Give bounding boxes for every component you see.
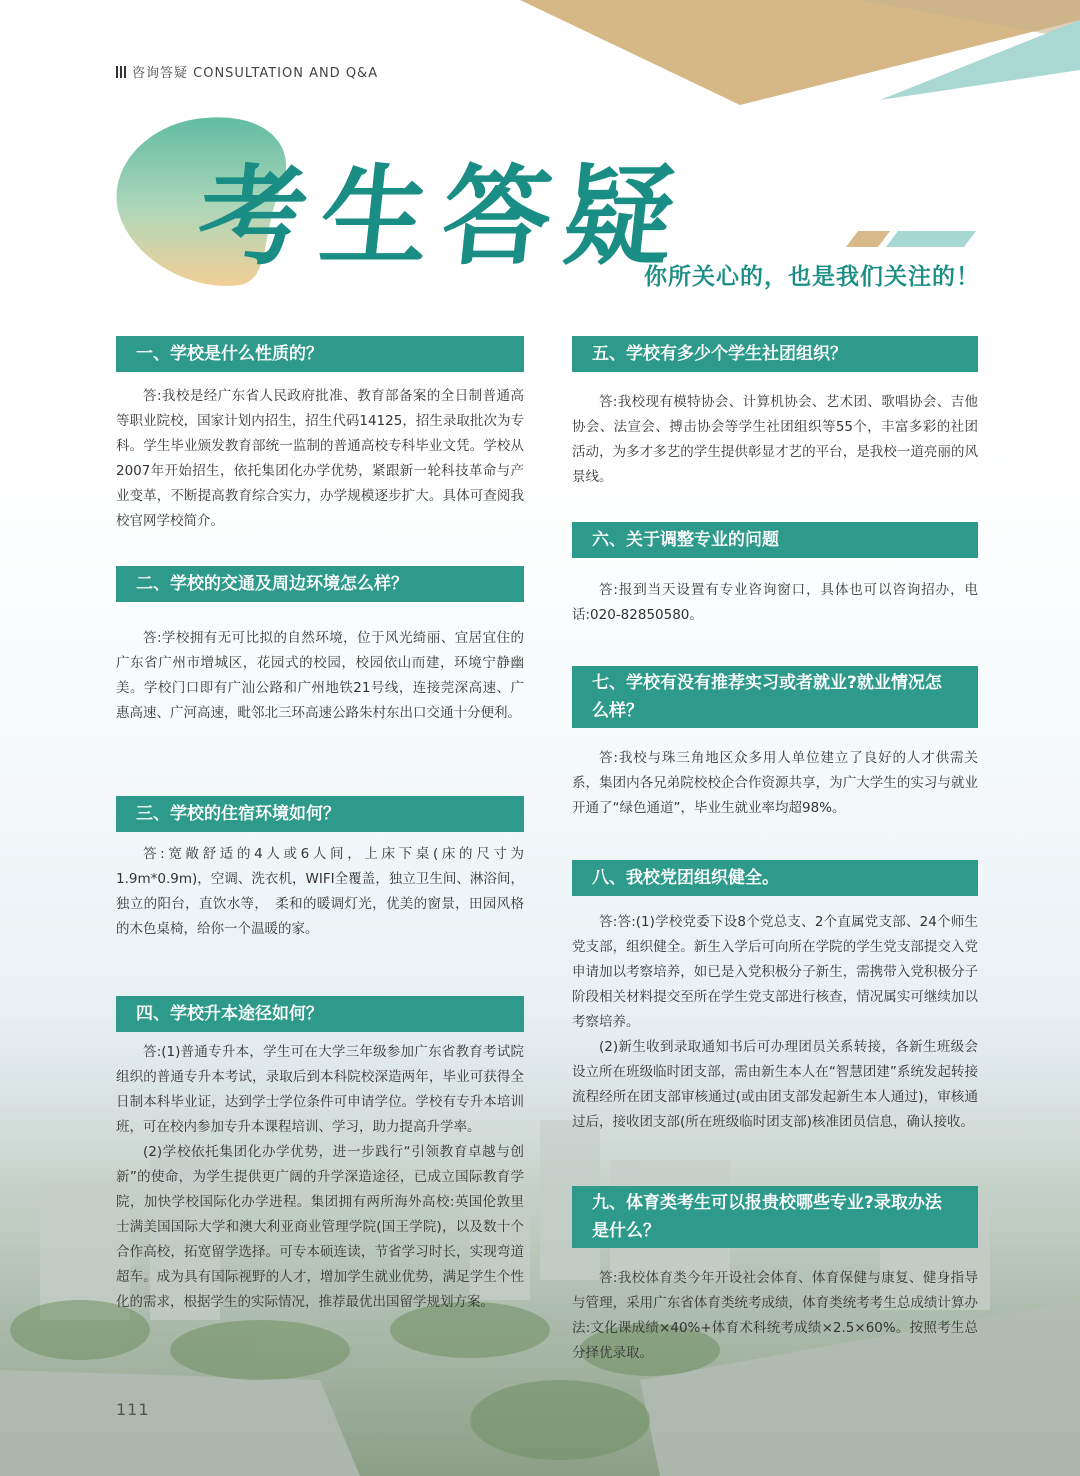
question-5-heading: 五、学校有多少个学生社团组织？ (572, 336, 978, 372)
bars-icon (116, 66, 126, 78)
question-2-heading: 二、学校的交通及周边环境怎么样？ (116, 566, 524, 602)
page-subtitle: 你所关心的，也是我们关注的！ (644, 264, 980, 290)
answer-paragraph: 答:报到当天设置有专业咨询窗口，具体也可以咨询招办，电话:020-82850580。 (572, 582, 978, 623)
page-title: 考生答疑 (192, 154, 694, 280)
answer-2 (116, 626, 524, 726)
answer-4 (116, 1040, 524, 1315)
answer-paragraph: 答:我校体育类今年开设社会体育、体育保健与康复、健身指导与管理，采用广东省体育类统考成绩，体育类统考考生总成绩计算办法:文化课成绩×40%+体育术科统考成绩×2.5×60%。按照考生总分择优录取。 (572, 1270, 978, 1361)
answer-5 (572, 390, 978, 490)
answer-paragraph: 答:我校与珠三角地区众多用人单位建立了良好的人才供需关系，集团内各兄弟院校校企合作资源共享，为广大学生的实习与就业开通了“绿色通道”，毕业生就业率均超98%。 (572, 750, 978, 816)
answer-paragraph: 答:宽敞舒适的4人或6人间，上床下桌(床的尺寸为1.9m*0.9m)，空调、洗衣机，WIFI全覆盖，独立卫生间、淋浴间，独立的阳台，直饮水等， 柔和的暖调灯光，优美的窗景，田园风格的木色桌椅，给你一个温暖的家。 (116, 846, 524, 937)
answer-1 (116, 384, 524, 534)
page-number: 111 (116, 1400, 150, 1419)
answer-paragraph: 答:学校拥有无可比拟的自然环境，位于风光绮丽、宜居宜住的广东省广州市增城区，花园式的校园，校园依山而建，环境宁静幽美。学校门口即有广汕公路和广州地铁21号线，连接莞深高速、广惠高速、广河高速，毗邻北三环高速公路朱村东出口交通十分便利。 (116, 630, 524, 721)
answer-6 (572, 578, 978, 628)
question-9-heading: 九、体育类考生可以报贵校哪些专业?录取办法是什么？ (572, 1186, 978, 1248)
answer-paragraph: (2)学校依托集团化办学优势，进一步践行“引领教育卓越与创新”的使命，为学生提供更广阔的升学深造途径，已成立国际教育学院，加快学校国际化办学进程。集团拥有两所海外高校:英国伦敦里士满美国国际大学和澳大利亚商业管理学院(国王学院)，以及数十个合作高校，拓宽留学选择。可专本硕连读，节省学习时长，实现弯道超车。成为具有国际视野的人才，增加学生就业优势，满足学生个性化的需求，根据学生的实际情况，推荐最优出国留学规划方案。 (116, 1144, 524, 1310)
question-8-heading: 八、我校党团组织健全。 (572, 860, 978, 896)
answer-9 (572, 1266, 978, 1366)
answer-3 (116, 842, 524, 942)
answer-paragraph: 答:我校是经广东省人民政府批准、教育部备案的全日制普通高等职业院校，国家计划内招生，招生代码14125，招生录取批次为专科。学生毕业颁发教育部统一监制的普通高校专科毕业文凭。学校从2007年开始招生，依托集团化办学优势，紧跟新一轮科技革命与产业变革，不断提高教育综合实力，办学规模逐步扩大。具体可查阅我校官网学校简介。 (116, 388, 524, 529)
section-label: 咨询答疑 CONSULTATION AND Q&A (132, 66, 379, 81)
answer-paragraph: 答:(1)普通专升本，学生可在大学三年级参加广东省教育考试院组织的普通专升本考试，录取后到本科院校深造两年，毕业可获得全日制本科毕业证，达到学士学位条件可申请学位。学校有专升本培训班，可在校内参加专升本课程培训、学习，助力提高升学率。 (116, 1044, 524, 1135)
section-header (116, 62, 378, 81)
answer-paragraph: 答:答:(1)学校党委下设8个党总支、2个直属党支部、24个师生党支部，组织健全。新生入学后可向所在学院的学生党支部提交入党申请加以考察培养，如已是入党积极分子新生，需携带入党积极分子阶段相关材料提交至所在学生党支部进行核查，情况属实可继续加以考察培养。 (572, 914, 978, 1030)
answer-8 (572, 910, 978, 1135)
answer-paragraph: 答:我校现有模特协会、计算机协会、艺术团、歌唱协会、吉他协会、法宣会、搏击协会等学生社团组织等55个，丰富多彩的社团活动，为多才多艺的学生提供彰显才艺的平台，是我校一道亮丽的风景线。 (572, 394, 978, 485)
question-4-heading: 四、学校升本途径如何？ (116, 996, 524, 1032)
question-3-heading: 三、学校的住宿环境如何？ (116, 796, 524, 832)
question-6-heading: 六、关于调整专业的问题 (572, 522, 978, 558)
answer-paragraph: (2)新生收到录取通知书后可办理团员关系转接，各新生班级会设立所在班级临时团支部，需由新生本人在“智慧团建”系统发起转接流程经所在团支部审核通过(或由团支部发起新生本人通过)，审核通过后，接收团支部(所在班级临时团支部)核准团员信息，确认接收。 (572, 1039, 978, 1130)
answer-7 (572, 746, 978, 821)
question-1-heading: 一、学校是什么性质的？ (116, 336, 524, 372)
question-7-heading: 七、学校有没有推荐实习或者就业?就业情况怎么样？ (572, 666, 978, 728)
